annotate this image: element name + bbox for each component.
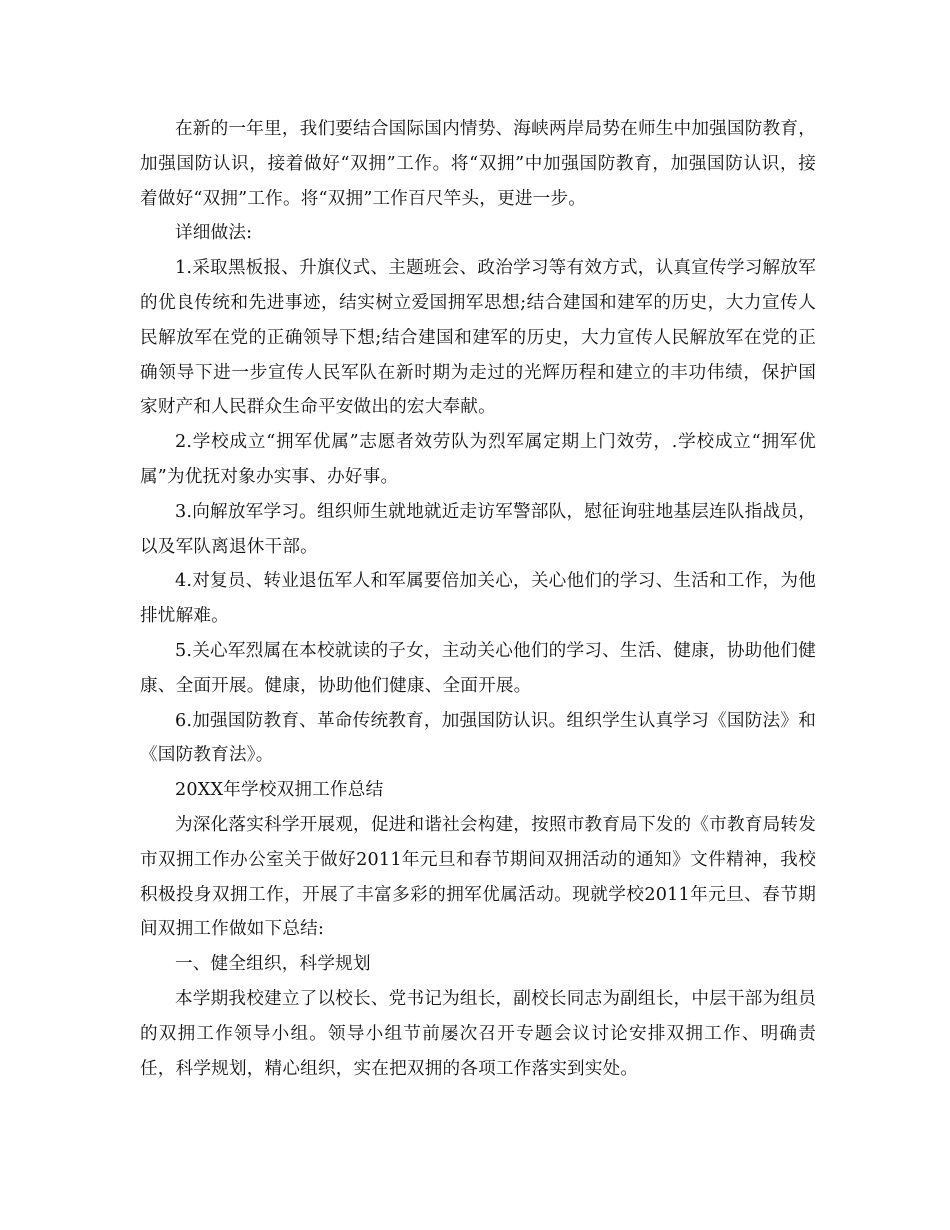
method-heading: 详细做法: — [175, 223, 253, 244]
section-heading-1: 一、健全组织，科学规划 — [175, 954, 371, 975]
intro-paragraph: 在新的一年里，我们要结合国际国内情势、海峡两岸局势在师生中加强国防教育，加强国防认识，接着做好“双拥”工作。将“双拥”中加强国防教育，加强国防认识，接着做好“双拥”工作。将“双拥”工作百尺竿头，更进一步。 — [140, 119, 816, 209]
method-item-2: 2.学校成立“拥军优属”志愿者效劳队为烈军属定期上门效劳，.学校成立“拥军优属”为优抚对象办实事、办好事。 — [140, 432, 816, 487]
method-item-5: 5.关心军烈属在本校就读的子女，主动关心他们的学习、生活、健康，协助他们健康、全面开展。健康，协助他们健康、全面开展。 — [140, 640, 816, 696]
method-item-6: 6.加强国防教育、革命传统教育，加强国防认识。组织学生认真学习《国防法》和《国防教育法》。 — [140, 710, 816, 766]
method-item-4: 4.对复员、转业退伍军人和军属要倍加关心，关心他们的学习、生活和工作，为他排忧解难。 — [140, 571, 816, 627]
method-item-1: 1.采取黑板报、升旗仪式、主题班会、政治学习等有效方式，认真宣传学习解放军的优良传统和先进事迹，结实树立爱国拥军思想;结合建国和建军的历史，大力宣传人民解放军在党的正确领导下想;结合建国和建军的历史，大力宣传人民解放军在党的正确领导下进一步宣传人民军队在新时期为走过的光辉历程和建立的丰功伟绩，保护国家财产和人民群众生命平安做出的宏大奉献。 — [140, 258, 816, 418]
section-1-paragraph: 本学期我校建立了以校长、党书记为组长，副校长同志为副组长，中层干部为组员的双拥工作领导小组。领导小组节前屡次召开专题会议讨论安排双拥工作、明确责任，科学规划，精心组织，实在把双拥的各项工作落实到实处。 — [140, 988, 816, 1079]
summary-title: 20XX年学校双拥工作总结 — [175, 780, 384, 801]
summary-intro-paragraph: 为深化落实科学开展观，促进和谐社会构建，按照市教育局下发的《市教育局转发市双拥工作办公室关于做好2011年元旦和春节期间双拥活动的通知》文件精神，我校积极投身双拥工作，开展了丰富多彩的拥军优属活动。现就学校2011年元旦、春节期间双拥工作做如下总结: — [140, 814, 816, 940]
method-item-3: 3.向解放军学习。组织师生就地就近走访军警部队，慰征询驻地基层连队指战员，以及军队离退休干部。 — [140, 501, 816, 557]
